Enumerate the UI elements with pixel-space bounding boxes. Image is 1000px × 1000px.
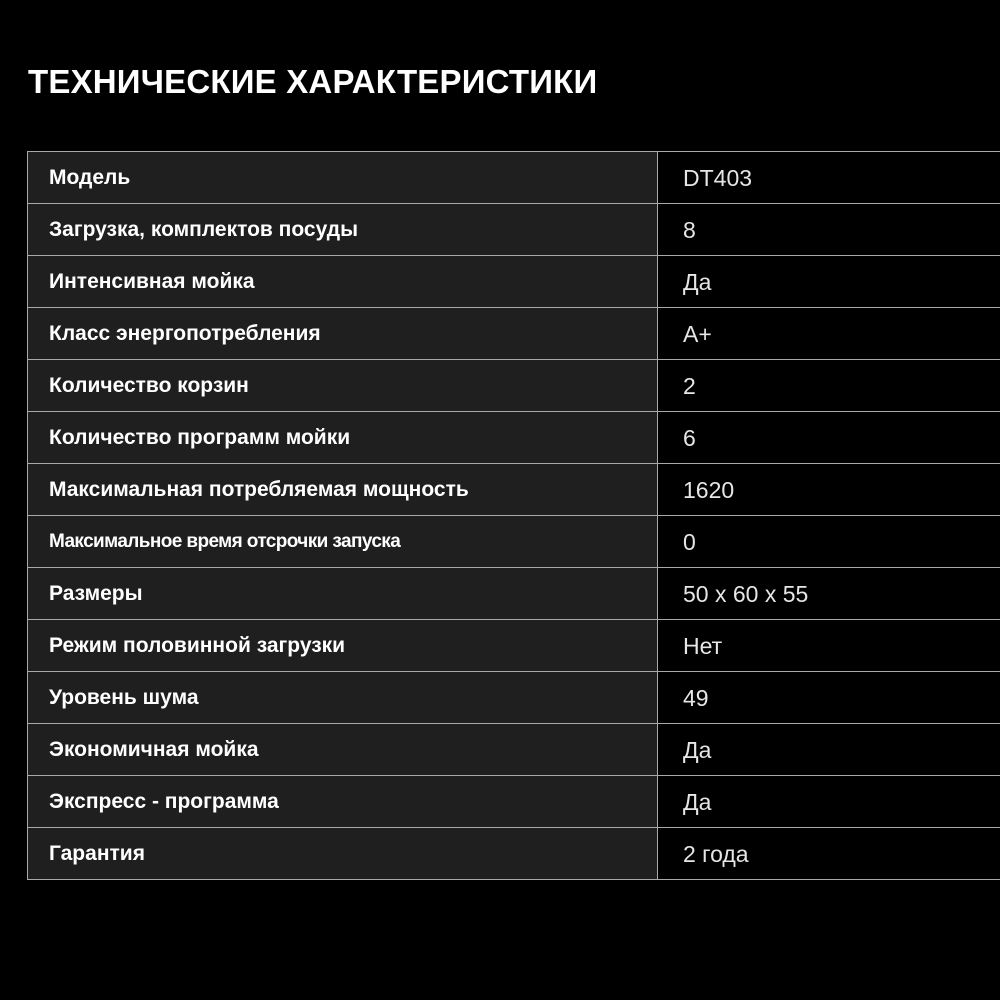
spec-table	[27, 151, 1000, 880]
spec-value: 49	[658, 672, 1000, 724]
spec-value: 2	[658, 360, 1000, 412]
spec-label: Экспресс - программа	[28, 776, 658, 828]
table-row	[28, 464, 1000, 516]
spec-label: Размеры	[28, 568, 658, 620]
table-row	[28, 828, 1000, 880]
table-row	[28, 152, 1000, 204]
spec-value: 0	[658, 516, 1000, 568]
table-row	[28, 308, 1000, 360]
table-row	[28, 412, 1000, 464]
table-row	[28, 568, 1000, 620]
spec-value: Да	[658, 724, 1000, 776]
spec-value: Да	[658, 776, 1000, 828]
spec-label: Экономичная мойка	[28, 724, 658, 776]
spec-label: Количество программ мойки	[28, 412, 658, 464]
spec-value: 6	[658, 412, 1000, 464]
spec-label: Режим половинной загрузки	[28, 620, 658, 672]
spec-label: Уровень шума	[28, 672, 658, 724]
page-title: ТЕХНИЧЕСКИЕ ХАРАКТЕРИСТИКИ	[28, 63, 598, 100]
spec-value: Нет	[658, 620, 1000, 672]
table-row	[28, 672, 1000, 724]
spec-value: 50 x 60 x 55	[658, 568, 1000, 620]
spec-value: 2 года	[658, 828, 1000, 880]
spec-value: Да	[658, 256, 1000, 308]
spec-label: Класс энергопотребления	[28, 308, 658, 360]
table-row	[28, 776, 1000, 828]
spec-value: DT403	[658, 152, 1000, 204]
spec-value: A+	[658, 308, 1000, 360]
spec-label: Гарантия	[28, 828, 658, 880]
spec-label: Загрузка, комплектов посуды	[28, 204, 658, 256]
spec-label: Модель	[28, 152, 658, 204]
spec-label: Количество корзин	[28, 360, 658, 412]
spec-value: 8	[658, 204, 1000, 256]
spec-value: 1620	[658, 464, 1000, 516]
table-row	[28, 620, 1000, 672]
table-row	[28, 360, 1000, 412]
spec-label: Интенсивная мойка	[28, 256, 658, 308]
spec-label: Максимальное время отсрочки запуска	[28, 516, 658, 568]
table-row	[28, 204, 1000, 256]
table-row	[28, 516, 1000, 568]
table-row	[28, 724, 1000, 776]
spec-label: Максимальная потребляемая мощность	[28, 464, 658, 516]
table-row	[28, 256, 1000, 308]
